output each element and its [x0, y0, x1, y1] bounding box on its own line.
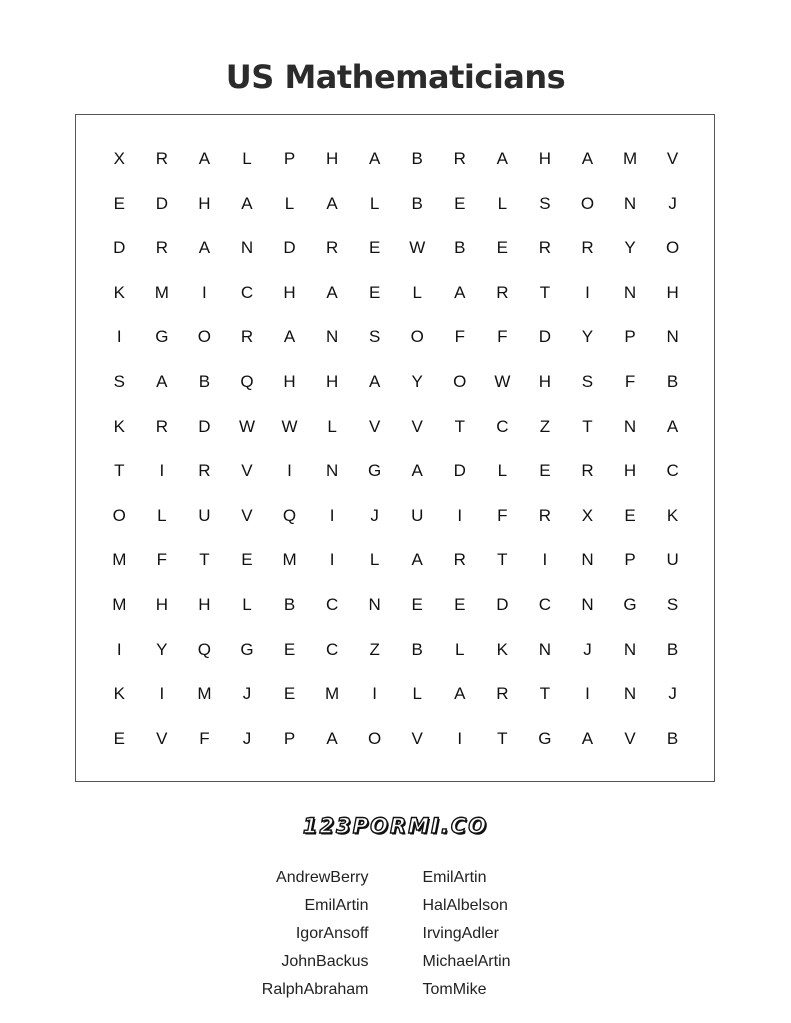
grid-letter: A	[156, 371, 168, 391]
grid-letter: Q	[282, 505, 297, 525]
grid-letter: N	[623, 684, 637, 704]
grid-letter: H	[538, 371, 552, 391]
grid-letter: B	[283, 594, 296, 614]
grid-letter: T	[582, 416, 593, 436]
grid-letter: T	[454, 416, 465, 436]
grid-letter: L	[455, 639, 465, 659]
grid-letter: R	[496, 282, 509, 302]
grid-letter: X	[581, 505, 594, 525]
grid-row	[98, 672, 694, 717]
grid-letter: L	[412, 282, 422, 302]
grid-row	[98, 226, 694, 271]
grid-letter: R	[453, 550, 466, 570]
grid-letter: R	[581, 238, 594, 258]
grid-letter: E	[113, 193, 125, 213]
grid-letter: A	[368, 371, 381, 391]
grid-letter: T	[539, 282, 551, 302]
grid-letter: Y	[156, 639, 168, 659]
grid-row	[98, 583, 694, 628]
grid-letter: E	[624, 505, 636, 525]
grid-letter: W	[494, 371, 511, 391]
grid-letter: D	[453, 461, 466, 481]
grid-row	[98, 494, 694, 539]
grid-letter: C	[538, 594, 552, 614]
word-list-item: IrvingAdler	[422, 925, 499, 942]
grid-letter: R	[155, 238, 168, 258]
grid-letter: L	[369, 193, 380, 213]
grid-letter: B	[454, 238, 466, 258]
grid-letter: M	[622, 149, 638, 168]
grid-letter: E	[411, 594, 423, 614]
grid-letter: N	[325, 327, 339, 347]
word-list-left-column	[229, 864, 369, 1004]
word-search-grid	[98, 137, 694, 761]
grid-letter: Y	[411, 371, 423, 391]
grid-letter: N	[240, 238, 254, 258]
grid-letter: D	[283, 238, 296, 258]
grid-letter: P	[283, 149, 296, 168]
grid-letter: J	[242, 728, 252, 748]
word-list-item: AndrewBerry	[276, 869, 369, 886]
grid-letter: L	[157, 505, 167, 525]
word-list-item: TomMike	[422, 981, 487, 998]
grid-letter: B	[411, 639, 423, 659]
grid-row	[98, 538, 694, 583]
grid-letter: Q	[197, 639, 212, 659]
grid-letter: K	[113, 282, 125, 302]
grid-letter: D	[496, 594, 509, 614]
grid-letter: T	[497, 728, 508, 748]
grid-letter: A	[368, 149, 381, 168]
grid-letter: D	[538, 327, 552, 347]
grid-letter: V	[411, 416, 423, 436]
grid-letter: C	[325, 639, 339, 659]
grid-letter: I	[287, 461, 292, 481]
grid-letter: R	[198, 461, 211, 481]
grid-letter: R	[453, 149, 466, 168]
grid-letter: H	[198, 594, 211, 614]
grid-letter: B	[666, 371, 679, 391]
grid-letter: O	[112, 505, 126, 525]
grid-letter: Q	[240, 371, 254, 391]
grid-letter: L	[284, 193, 295, 213]
grid-letter: A	[326, 728, 338, 748]
grid-letter: X	[113, 149, 125, 168]
grid-letter: L	[242, 149, 252, 168]
grid-letter: N	[666, 327, 679, 347]
grid-letter: S	[581, 371, 594, 391]
grid-letter: R	[325, 238, 339, 258]
grid-letter: A	[496, 149, 509, 168]
grid-letter: N	[623, 416, 637, 436]
grid-letter: K	[496, 639, 509, 659]
grid-letter: L	[497, 461, 508, 481]
grid-letter: I	[457, 728, 463, 748]
grid-letter: L	[327, 416, 337, 436]
grid-letter: A	[198, 149, 211, 168]
grid-letter: N	[538, 639, 552, 659]
grid-letter: S	[539, 193, 551, 213]
grid-letter: W	[409, 238, 426, 258]
grid-letter: C	[325, 594, 339, 614]
grid-letter: O	[453, 371, 467, 391]
grid-letter: A	[581, 728, 594, 748]
grid-letter: F	[497, 505, 508, 525]
page-title: US Mathematicians	[225, 58, 566, 96]
grid-letter: I	[457, 505, 463, 525]
grid-letter: V	[241, 505, 253, 525]
grid-letter: R	[155, 416, 168, 436]
grid-letter: H	[325, 371, 339, 391]
grid-letter: M	[112, 594, 127, 614]
grid-letter: F	[156, 550, 168, 570]
grid-letter: D	[198, 416, 211, 436]
grid-letter: I	[585, 684, 590, 704]
grid-letter: Z	[539, 416, 551, 436]
grid-row	[98, 628, 694, 673]
word-list-item: IgorAnsoff	[295, 925, 369, 942]
grid-letter: R	[496, 684, 509, 704]
grid-letter: N	[623, 193, 637, 213]
grid-letter: A	[326, 282, 338, 302]
word-list-item: MichaelArtin	[422, 953, 511, 970]
grid-letter: T	[114, 461, 125, 481]
grid-letter: T	[199, 550, 210, 570]
grid-letter: N	[368, 594, 381, 614]
grid-letter: O	[197, 327, 212, 347]
grid-letter: J	[242, 684, 252, 704]
grid-letter: N	[623, 282, 637, 302]
grid-letter: J	[583, 639, 592, 659]
grid-letter: I	[329, 550, 335, 570]
grid-letter: E	[539, 461, 551, 481]
grid-letter: N	[581, 594, 594, 614]
grid-row	[98, 449, 694, 494]
grid-letter: H	[155, 594, 168, 614]
word-list-item: HalAlbelson	[422, 897, 508, 914]
grid-letter: M	[197, 684, 212, 704]
grid-letter: I	[542, 550, 548, 570]
grid-letter: L	[242, 594, 252, 614]
grid-letter: M	[325, 684, 340, 704]
grid-letter: I	[585, 282, 590, 302]
grid-letter: P	[283, 728, 296, 748]
grid-letter: Z	[369, 639, 380, 659]
grid-letter: G	[538, 728, 552, 748]
grid-letter: J	[370, 505, 379, 525]
grid-letter: H	[198, 193, 211, 213]
grid-letter: E	[368, 238, 381, 258]
grid-letter: V	[241, 461, 253, 481]
grid-letter: U	[198, 505, 211, 525]
grid-letter: C	[496, 416, 509, 436]
grid-letter: G	[240, 639, 254, 659]
grid-letter: D	[155, 193, 168, 213]
grid-row	[98, 315, 694, 360]
grid-letter: A	[326, 193, 338, 213]
word-list-item: RalphAbraham	[261, 981, 369, 998]
grid-letter: V	[411, 728, 423, 748]
grid-letter: E	[454, 193, 466, 213]
grid-letter: O	[368, 728, 382, 748]
word-list-item: EmilArtin	[304, 897, 369, 914]
grid-letter: D	[113, 238, 126, 258]
grid-letter: I	[116, 639, 122, 659]
grid-letter: A	[283, 327, 296, 347]
grid-letter: H	[283, 282, 296, 302]
grid-letter: R	[538, 238, 552, 258]
word-list	[0, 864, 791, 1004]
grid-letter: H	[538, 149, 552, 168]
grid-letter: P	[624, 327, 636, 347]
grid-letter: H	[666, 282, 679, 302]
grid-letter: M	[154, 282, 169, 302]
grid-letter: S	[666, 594, 679, 614]
grid-letter: S	[368, 327, 381, 347]
grid-letter: F	[624, 371, 636, 391]
grid-letter: V	[368, 416, 381, 436]
grid-letter: B	[666, 728, 679, 748]
grid-letter: K	[113, 684, 125, 704]
word-search-grid-frame	[75, 114, 715, 782]
grid-letter: R	[240, 327, 254, 347]
grid-letter: B	[666, 639, 679, 659]
grid-letter: E	[368, 282, 381, 302]
grid-letter: A	[581, 149, 594, 168]
grid-letter: H	[325, 149, 339, 168]
grid-letter: V	[624, 728, 636, 748]
grid-letter: A	[241, 193, 253, 213]
grid-letter: N	[325, 461, 339, 481]
grid-letter: I	[202, 282, 207, 302]
grid-letter: A	[666, 416, 679, 436]
grid-letter: E	[283, 684, 296, 704]
grid-letter: A	[454, 282, 466, 302]
grid-row	[98, 271, 694, 316]
grid-letter: R	[538, 505, 552, 525]
grid-letter: N	[581, 550, 594, 570]
grid-letter: M	[282, 550, 297, 570]
brand-logo: 123PORMI.CO	[302, 814, 489, 838]
grid-letter: U	[411, 505, 424, 525]
grid-letter: G	[368, 461, 382, 481]
grid-letter: B	[411, 149, 423, 168]
grid-letter: F	[199, 728, 210, 748]
grid-letter: O	[410, 327, 424, 347]
grid-letter: J	[668, 684, 677, 704]
grid-letter: C	[240, 282, 254, 302]
grid-letter: H	[623, 461, 637, 481]
grid-row	[98, 137, 694, 182]
grid-letter: J	[668, 193, 677, 213]
grid-letter: O	[580, 193, 595, 213]
grid-letter: W	[238, 416, 255, 436]
grid-letter: E	[113, 728, 125, 748]
word-list-item: JohnBackus	[281, 953, 369, 970]
word-list-right-column	[423, 864, 563, 1004]
grid-letter: O	[665, 238, 680, 258]
grid-letter: N	[623, 639, 637, 659]
grid-letter: A	[411, 461, 423, 481]
grid-letter: E	[283, 639, 296, 659]
grid-letter: C	[666, 461, 679, 481]
grid-row	[98, 717, 694, 762]
grid-letter: R	[581, 461, 594, 481]
grid-letter: E	[241, 550, 253, 570]
grid-letter: M	[112, 550, 127, 570]
grid-letter: E	[496, 238, 509, 258]
grid-letter: W	[281, 416, 298, 436]
grid-letter: E	[454, 594, 466, 614]
grid-letter: Y	[581, 327, 594, 347]
grid-row	[98, 360, 694, 405]
grid-letter: H	[283, 371, 296, 391]
grid-row	[98, 182, 694, 227]
grid-letter: G	[623, 594, 637, 614]
grid-letter: Y	[624, 238, 636, 258]
grid-letter: A	[411, 550, 423, 570]
grid-letter: V	[666, 149, 679, 168]
grid-letter: B	[411, 193, 423, 213]
grid-letter: R	[155, 149, 168, 168]
grid-letter: F	[454, 327, 465, 347]
grid-row	[98, 405, 694, 450]
grid-letter: I	[329, 505, 335, 525]
grid-letter: L	[497, 193, 508, 213]
grid-letter: G	[155, 327, 169, 347]
word-list-item: EmilArtin	[422, 869, 487, 886]
grid-letter: L	[412, 684, 422, 704]
grid-letter: I	[159, 684, 165, 704]
grid-letter: P	[624, 550, 636, 570]
grid-letter: B	[198, 371, 211, 391]
grid-letter: A	[198, 238, 211, 258]
grid-letter: I	[372, 684, 378, 704]
grid-letter: I	[116, 327, 122, 347]
grid-letter: U	[666, 550, 679, 570]
grid-letter: S	[113, 371, 125, 391]
grid-letter: V	[156, 728, 168, 748]
grid-letter: K	[666, 505, 679, 525]
grid-letter: I	[159, 461, 165, 481]
grid-letter: T	[497, 550, 508, 570]
grid-letter: T	[539, 684, 551, 704]
grid-letter: L	[369, 550, 380, 570]
grid-letter: F	[497, 327, 508, 347]
grid-letter: K	[113, 416, 125, 436]
grid-letter: A	[454, 684, 466, 704]
